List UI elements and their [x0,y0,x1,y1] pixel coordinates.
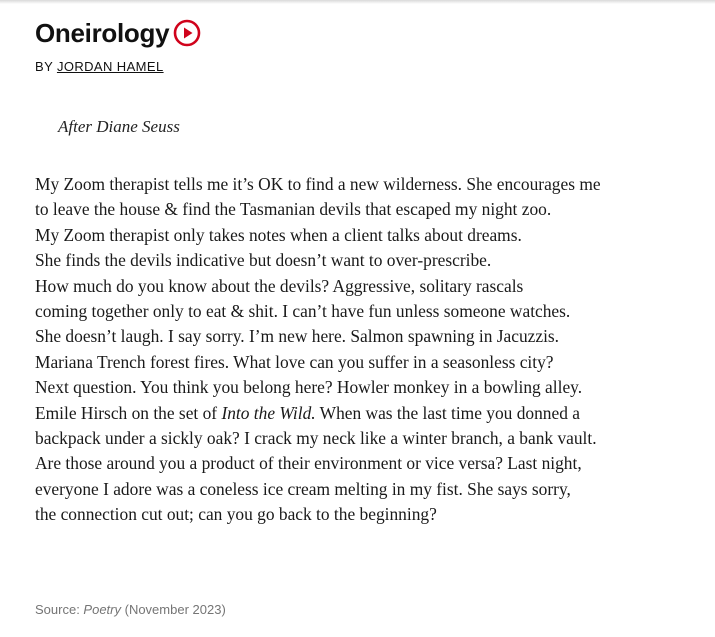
poem-line: Are those around you a product of their environment or vice versa? Last night, [35,453,582,474]
epigraph: After Diane Seuss [58,117,180,136]
poem-line: She finds the devils indicative but doesn’t want to over-prescribe. [35,250,492,271]
poem-header [35,16,201,50]
poem-line: everyone I adore was a coneless ice cream melting in my fist. She says sorry, [35,478,571,499]
poem-line: My Zoom therapist only takes notes when a client talks about dreams. [35,224,522,245]
byline [35,59,164,74]
source-credit [35,602,226,617]
poem-title: Oneirology [35,18,170,48]
poem-line: Next question. You think you belong here? Howler monkey in a bowling alley. [35,377,583,398]
line-text: Emile Hirsch on the set of [35,402,222,423]
play-circle-icon[interactable] [173,19,201,47]
poem-line: How much do you know about the devils? Aggressive, solitary rascals [35,275,524,296]
poem-line: backpack under a sickly oak? I crack my neck like a winter branch, a bank vault. [35,428,597,449]
poem-body [35,172,705,528]
line-text: When was the last time you donned a [315,402,580,423]
author-link[interactable]: JORDAN HAMEL [56,59,164,74]
poem-line: coming together only to eat & shit. I can’t have fun unless someone watches. [35,301,571,322]
byline-prefix: BY [35,59,53,74]
film-title: Into the Wild. [221,402,316,423]
poem-line: She doesn’t laugh. I say sorry. I’m new here. Salmon spawning in Jacuzzis. [35,326,560,347]
poem-line: My Zoom therapist tells me it’s OK to find a new wilderness. She encourages me [35,174,601,194]
source-date: (November 2023) [121,602,226,617]
poem-line: Mariana Trench forest fires. What love can you suffer in a seasonless city? [35,351,554,372]
source-label: Source: [35,602,84,617]
top-shadow [0,0,715,4]
poem-line: to leave the house & find the Tasmanian devils that escaped my night zoo. [35,199,552,220]
poem-line: the connection cut out; can you go back to the beginning? [35,504,437,525]
source-journal: Poetry [83,602,121,617]
poem-line [35,401,705,426]
